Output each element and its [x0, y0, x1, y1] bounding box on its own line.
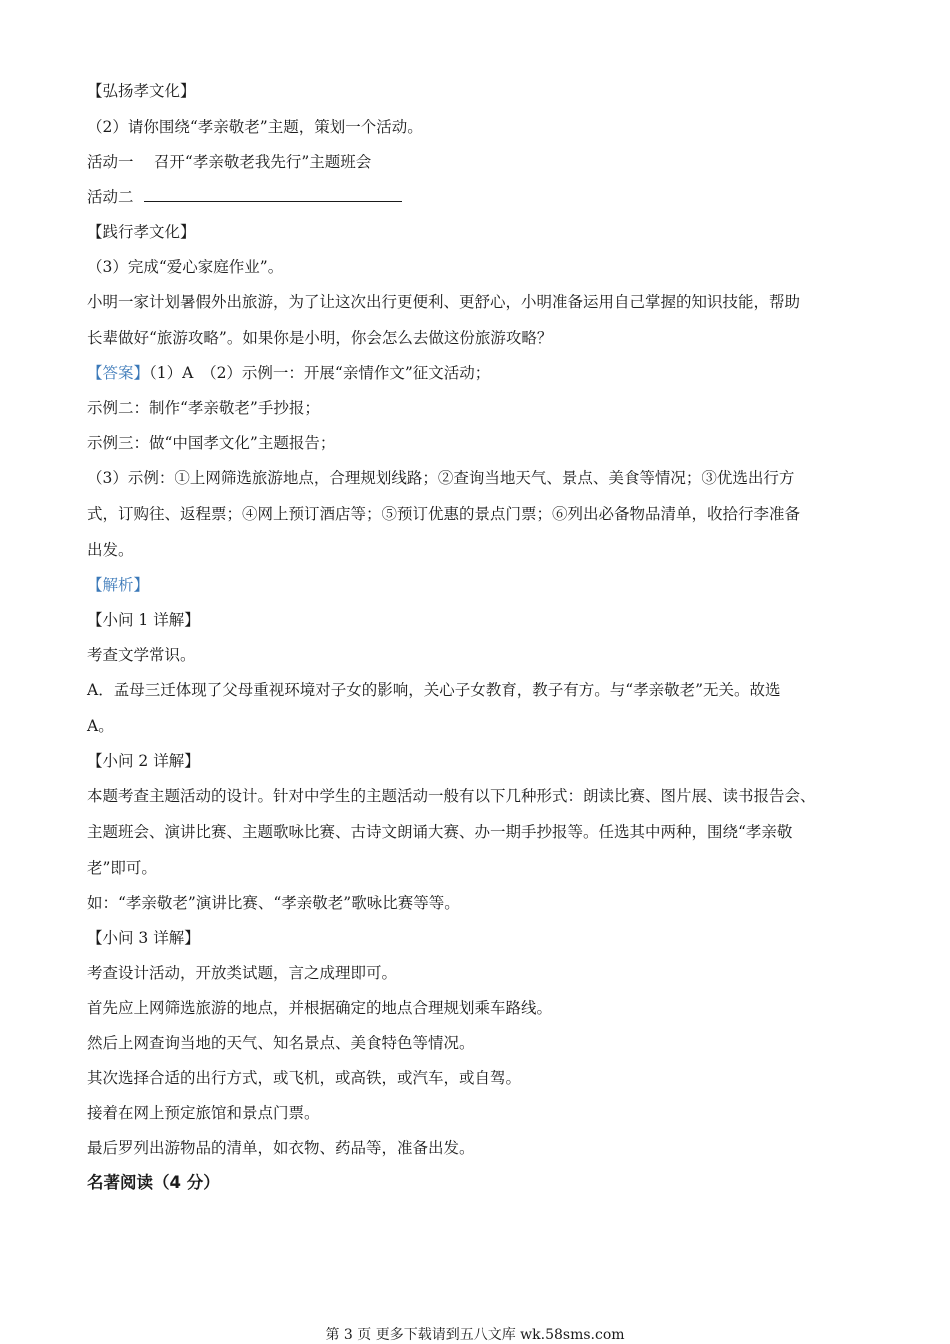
sub-question-2-text-3: 老”即可。	[87, 859, 157, 877]
section-title-classics-reading: 名著阅读（4 分）	[87, 1173, 220, 1192]
question-3-body-2: 长辈做好“旅游攻略”。如果你是小明，你会怎么去做这份旅游攻略？	[87, 329, 553, 347]
sub-question-3-text-5: 接着在网上预定旅馆和景点门票。	[87, 1104, 320, 1122]
analysis-label: 【解析】	[87, 576, 150, 594]
sub-question-3-header: 【小问 3 详解】	[87, 929, 200, 947]
question-3: （3）完成“爱心家庭作业”。	[87, 258, 284, 276]
sub-question-2-text-1: 本题考查主题活动的设计。针对中学生的主题活动一般有以下几种形式：朗读比赛、图片展、读书报告会、	[87, 787, 816, 805]
answer-example-3: 示例三：做“中国孝文化”主题报告；	[87, 434, 336, 452]
activity-2	[87, 187, 402, 207]
answer-blank	[144, 187, 402, 202]
answer-line	[87, 363, 490, 383]
activity-2-label: 活动二	[87, 188, 134, 206]
question-3-body-1: 小明一家计划暑假外出旅游，为了让这次出行更便利、更舒心，小明准备运用自己掌握的知识技能，帮助	[87, 293, 801, 311]
answer-text: （1）A （2）示例一：开展“亲情作文”征文活动；	[149, 364, 491, 382]
section-header-practice: 【践行孝文化】	[87, 223, 196, 241]
sub-question-1-detail-1: A．孟母三迁体现了父母重视环境对子女的影响，关心子女教育，教子有方。与“孝亲敬老”无关。故选	[87, 681, 781, 699]
answer-example-2: 示例二：制作“孝亲敬老”手抄报；	[87, 399, 320, 417]
sub-question-2-text-2: 主题班会、演讲比赛、主题歌咏比赛、古诗文朗诵大赛、办一期手抄报等。任选其中两种，围绕“孝亲敬	[87, 823, 793, 841]
sub-question-3-text-6: 最后罗列出游物品的清单，如衣物、药品等，准备出发。	[87, 1139, 475, 1157]
sub-question-1-header: 【小问 1 详解】	[87, 611, 200, 629]
sub-question-1-text: 考查文学常识。	[87, 646, 196, 664]
page-footer: 第 3 页 更多下载请到五八文库 wk.58sms.com	[325, 1327, 625, 1343]
sub-question-3-text-3: 然后上网查询当地的天气、知名景点、美食特色等情况。	[87, 1034, 475, 1052]
answer-3-line-3: 出发。	[87, 541, 134, 559]
sub-question-1-detail-2: A。	[87, 717, 114, 735]
sub-question-3-text-2: 首先应上网筛选旅游的地点，并根据确定的地点合理规划乘车路线。	[87, 999, 553, 1017]
sub-question-2-header: 【小问 2 详解】	[87, 752, 200, 770]
activity-1: 活动一 召开“孝亲敬老我先行”主题班会	[87, 153, 372, 171]
answer-3-line-2: 式，订购往、返程票；④网上预订酒店等；⑤预订优惠的景点门票；⑥列出必备物品清单，收拾行李准备	[87, 505, 801, 523]
sub-question-3-text-4: 其次选择合适的出行方式，或飞机，或高铁，或汽车，或自驾。	[87, 1069, 522, 1087]
section-header-promote: 【弘扬孝文化】	[87, 82, 196, 100]
answer-3-line-1: （3）示例：①上网筛选旅游地点，合理规划线路；②查询当地天气、景点、美食等情况；③优选出行方	[87, 469, 795, 487]
answer-label: 【答案】	[87, 364, 150, 382]
sub-question-3-text-1: 考查设计活动，开放类试题，言之成理即可。	[87, 964, 398, 982]
sub-question-2-example: 如：“孝亲敬老”演讲比赛、“孝亲敬老”歌咏比赛等等。	[87, 894, 460, 912]
question-2: （2）请你围绕“孝亲敬老”主题，策划一个活动。	[87, 118, 423, 136]
